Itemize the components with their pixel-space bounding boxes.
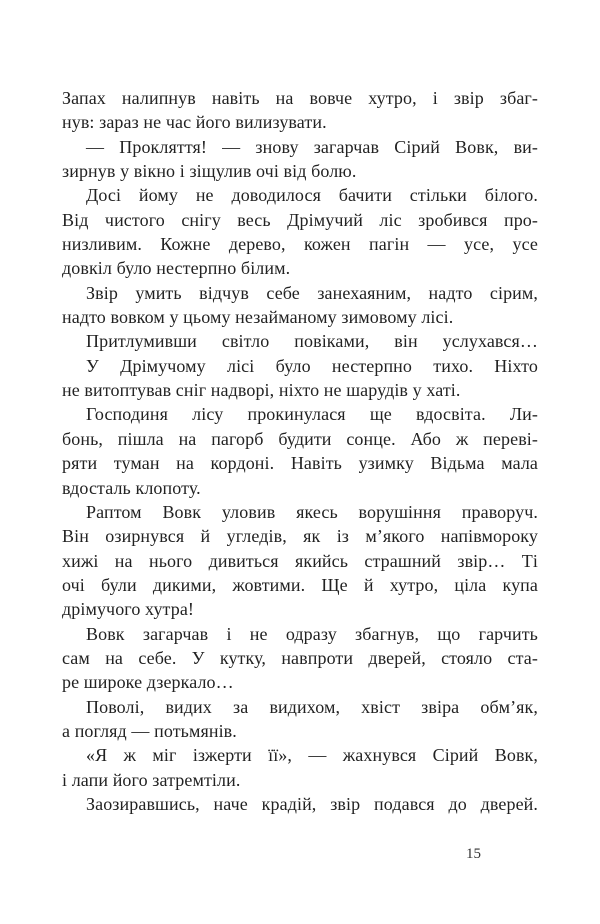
- body-text: [62, 86, 538, 816]
- text-line: Він озирнувся й угледів, як із м’якого напівмороку: [62, 526, 538, 547]
- text-line: Звір умить відчув себе занехаяним, надто сірим,: [86, 282, 538, 303]
- text-line: довкіл було нестерпно білим.: [62, 258, 291, 279]
- text-line: хижі на нього дивиться якийсь страшний звір… Ті: [62, 550, 538, 571]
- text-line: Заозиравшись, наче крадій, звір подався до дверей.: [86, 793, 538, 814]
- paragraph: [62, 622, 538, 695]
- paragraph: [62, 135, 538, 184]
- paragraph: [62, 500, 538, 622]
- text-line: — Прокляття! — знову загарчав Сірий Вовк, ви-: [86, 136, 538, 157]
- paragraph: [62, 695, 538, 744]
- page-number: 15: [466, 846, 481, 862]
- text-line: У Дрімучому лісі було нестерпно тихо. Ніхто: [86, 355, 538, 376]
- paragraph: [62, 402, 538, 499]
- text-line: «Я ж міг ізжерти її», — жахнувся Сірий Вовк,: [86, 745, 538, 766]
- text-line: нув: зараз не час його вилизувати.: [62, 112, 327, 133]
- paragraph: [62, 86, 538, 135]
- text-line: вдосталь клопоту.: [62, 477, 201, 498]
- paragraph: [62, 743, 538, 792]
- text-line: Запах налипнув навіть на вовче хутро, і звір збаг-: [62, 88, 538, 108]
- text-line: ряти туман на кордоні. Навіть узимку Відьма мала: [62, 453, 538, 474]
- text-line: Господиня лісу прокинулася ще вдосвіта. Ли-: [86, 404, 538, 425]
- text-line: ре широке дзеркало…: [62, 672, 234, 693]
- text-line: Поволі, видих за видихом, хвіст звіра обм’як,: [86, 696, 538, 717]
- text-line: дрімучого хутра!: [62, 599, 195, 620]
- text-line: Притлумивши світло повіками, він услухався…: [86, 331, 538, 352]
- text-line: надто вовком у цьому незайманому зимовому лісі.: [62, 307, 454, 328]
- text-line: Вовк загарчав і не одразу збагнув, що гарчить: [86, 623, 538, 644]
- paragraph: [62, 792, 538, 816]
- text-line: а погляд — потьмянів.: [62, 720, 237, 741]
- text-line: зирнув у вікно і зіщулив очі від болю.: [62, 161, 357, 182]
- text-line: сам на себе. У кутку, навпроти дверей, стояло ста-: [62, 647, 538, 668]
- paragraph: [62, 329, 538, 353]
- paragraph: [62, 281, 538, 330]
- text-line: низливим. Кожне дерево, кожен пагін — усе, усе: [62, 234, 538, 255]
- text-line: Раптом Вовк уловив якесь ворушіння праворуч.: [86, 501, 538, 522]
- text-line: не витоптував сніг надворі, ніхто не шарудів у хаті.: [62, 380, 461, 401]
- text-line: і лапи його затремтіли.: [62, 769, 241, 790]
- text-line: очі були дикими, жовтими. Ще й хутро, ціла купа: [62, 574, 538, 595]
- paragraph: [62, 354, 538, 403]
- paragraph: [62, 183, 538, 280]
- text-line: бонь, пішла на пагорб будити сонце. Або ж переві-: [62, 428, 538, 449]
- text-line: Від чистого снігу весь Дрімучий ліс зробився про-: [62, 209, 538, 230]
- text-line: Досі йому не доводилося бачити стільки білого.: [86, 185, 538, 206]
